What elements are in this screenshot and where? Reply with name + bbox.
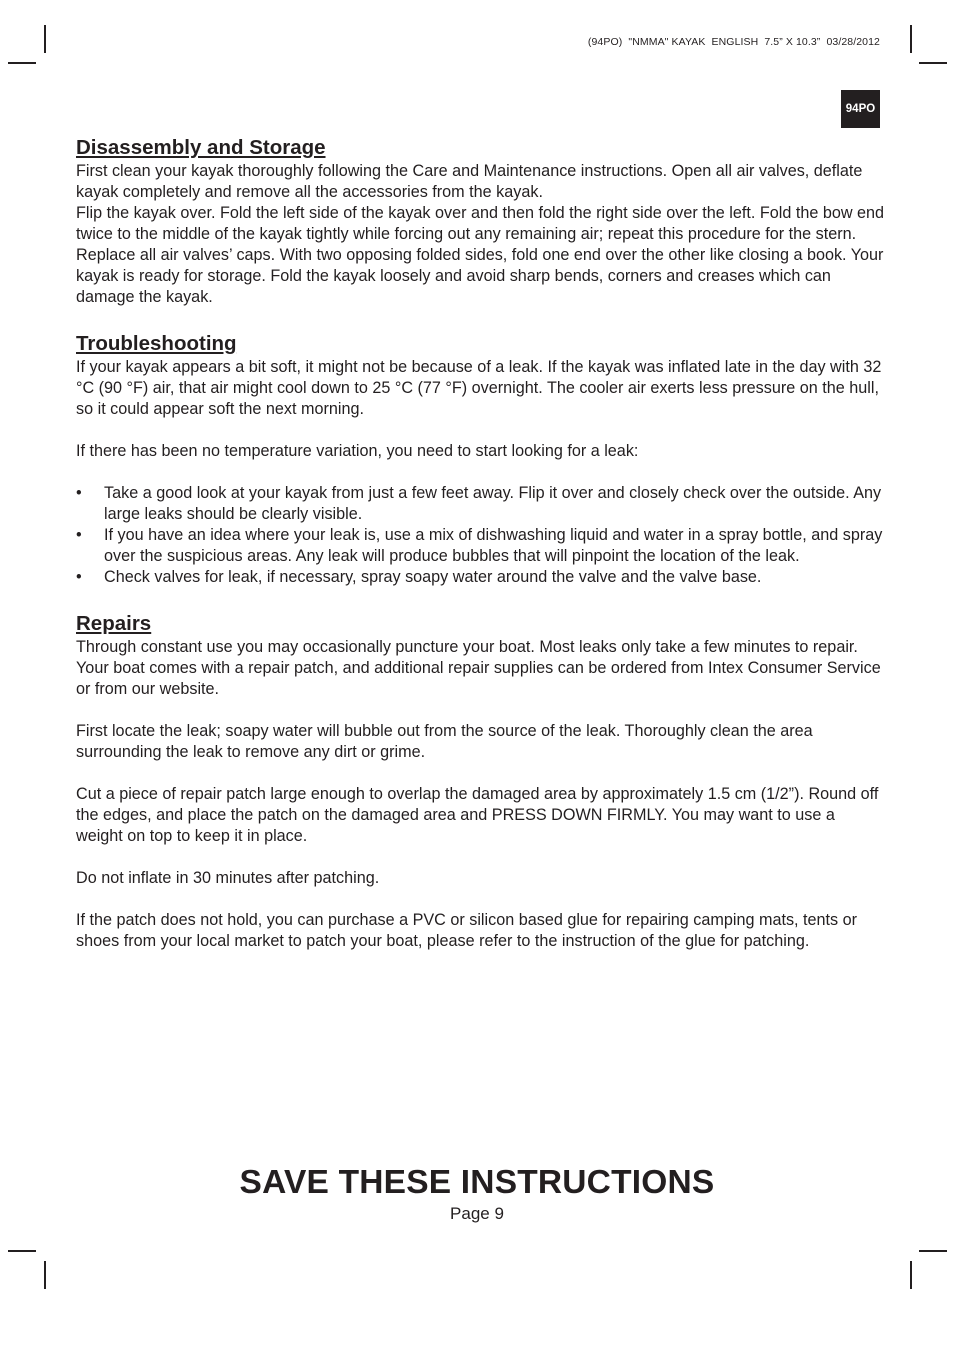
paragraph: If your kayak appears a bit soft, it might not be because of a leak. If the kayak was inflated late in the day with 32 °C (90 °F) air, that air might cool down to 25 °C (77 °F) overnight. The cooler air exerts less pressure on the hull, so it could appear soft the next morning. [76, 358, 882, 418]
list-item-text: If you have an idea where your leak is, use a mix of dishwashing liquid and water in a spray bottle, and spray over the suspicious areas. Any leak will produce bubbles that will pinpoint the location of the leak. [104, 526, 883, 565]
repairs-section [76, 610, 886, 952]
model-badge: 94PO [841, 90, 880, 128]
leak-check-list [76, 483, 886, 588]
crop-mark [44, 25, 46, 53]
crop-mark [8, 1250, 36, 1252]
paragraph: First clean your kayak thoroughly following the Care and Maintenance instructions. Open all air valves, deflate kayak completely and remove all the accessories from the kayak. [76, 162, 863, 201]
crop-mark [910, 25, 912, 53]
paragraph: Flip the kayak over. Fold the left side of the kayak over and then fold the right side over the left. Fold the bow end twice to the middle of the kayak tightly while forcing out any remaining air; repeat this procedure for the stern. Replace all air valves’ caps. With two opposing folded sides, fold one end over the other like closing a book. Your kayak is ready for storage. Fold the kayak loosely and avoid sharp bends, corners and creases which can damage the kayak. [76, 204, 885, 306]
crop-mark [919, 1250, 947, 1252]
bullet-icon: • [76, 568, 82, 586]
save-instructions-heading: SAVE THESE INSTRUCTIONS [239, 1164, 715, 1201]
paragraph: If the patch does not hold, you can purchase a PVC or silicon based glue for repairing camping mats, tents or shoes from your local market to patch your boat, please refer to the instruction of the glue for patching. [76, 911, 858, 950]
page-number: Page 9 [450, 1204, 504, 1223]
bullet-icon: • [76, 526, 82, 544]
paragraph: Cut a piece of repair patch large enough to overlap the damaged area by approximately 1.5 cm (1/2”). Round off the edges, and place the patch on the damaged area and PRESS DOWN FIRMLY. You may want to use a weight on top to keep it in place. [76, 785, 879, 845]
list-item [76, 567, 886, 588]
paragraph: Through constant use you may occasionally puncture your boat. Most leaks only take a few minutes to repair. Your boat comes with a repair patch, and additional repair supplies can be ordered from Intex Consumer Service or from our website. [76, 638, 881, 698]
paragraph: Do not inflate in 30 minutes after patching. [76, 869, 380, 887]
paragraph: If there has been no temperature variation, you need to start looking for a leak: [76, 442, 639, 460]
crop-mark [44, 1261, 46, 1289]
section-title-disassembly: Disassembly and Storage [76, 136, 326, 159]
bullet-icon: • [76, 484, 82, 502]
disassembly-section [76, 134, 886, 308]
section-title-troubleshooting: Troubleshooting [76, 332, 237, 355]
crop-mark [919, 62, 947, 64]
list-item-text: Check valves for leak, if necessary, spray soapy water around the valve and the valve base. [104, 568, 762, 586]
crop-mark [910, 1261, 912, 1289]
list-item [76, 525, 886, 567]
section-title-repairs: Repairs [76, 612, 152, 635]
list-item-text: Take a good look at your kayak from just a few feet away. Flip it over and closely check over the outside. Any large leaks should be clearly visible. [104, 484, 882, 523]
troubleshooting-section [76, 330, 886, 588]
list-item [76, 483, 886, 525]
crop-mark [8, 62, 36, 64]
document-body [76, 134, 886, 952]
paragraph: First locate the leak; soapy water will bubble out from the source of the leak. Thoroughly clean the area surrounding the leak to remove any dirt or grime. [76, 722, 813, 761]
print-job-code: (94PO) "NMMA" KAYAK ENGLISH 7.5” X 10.3” 03/28/2012 [587, 36, 880, 48]
